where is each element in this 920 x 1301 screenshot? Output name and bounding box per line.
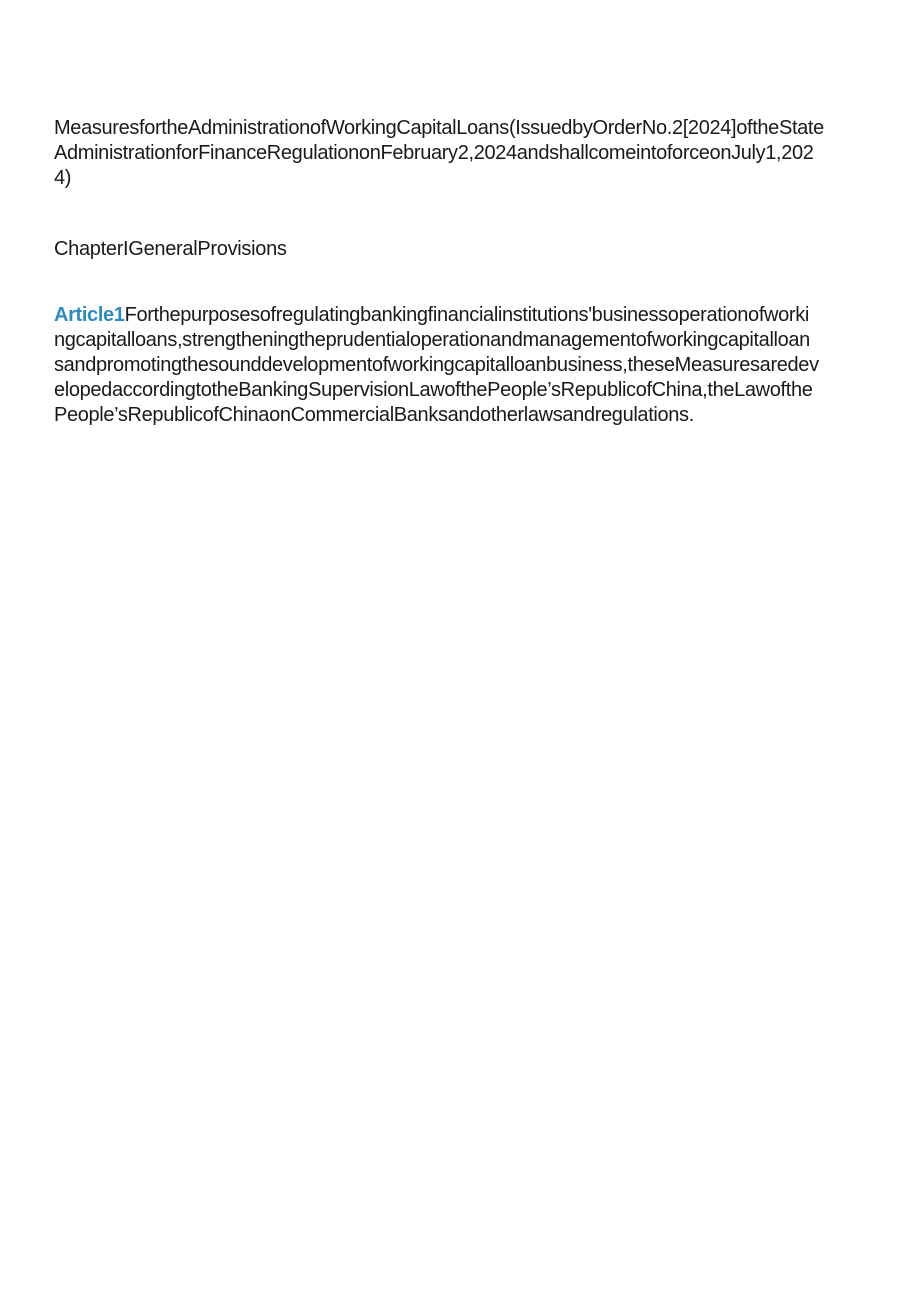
chapter-heading: ChapterIGeneralProvisions xyxy=(54,238,287,260)
document-title: MeasuresfortheAdministrationofWorkingCapitalLoans(IssuedbyOrderNo.2[2024]oftheStateAdministrationforFinanceRegulationonFebruary2,2024andshallcomeintoforceonJuly1,2024) xyxy=(54,117,824,189)
article-1 xyxy=(54,303,819,428)
article-1-text: Forthepurposesofregulatingbankingfinancialinstitutions'businessoperationofworkingcapitalloans,strengtheningtheprudentialoperationandmanagementofworkingcapitalloansandpromotingthesounddevelopmentofworkingcapitalloanbusiness,theseMeasuresaredevelopedaccordingtotheBankingSupervisionLawofthePeople’sRepublicofChina,theLawofthePeople’sRepublicofChinaonCommercialBanksandotherlawsandregulations. xyxy=(54,304,819,426)
article-1-label: Article1 xyxy=(54,304,125,326)
